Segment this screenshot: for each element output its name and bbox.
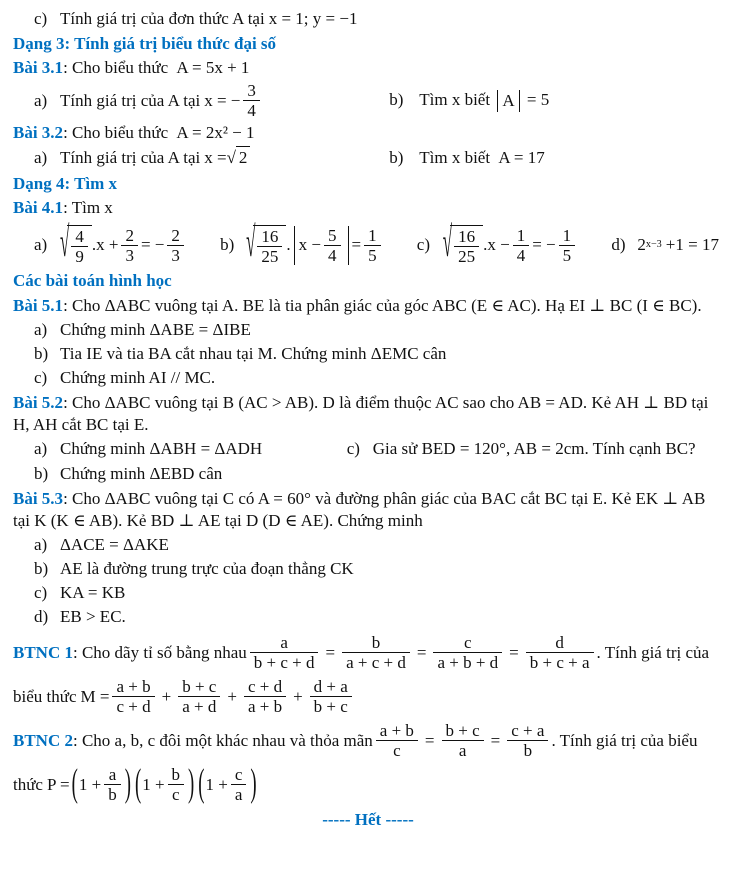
equation-d: d) 2 x−3 +1 = 17 xyxy=(611,234,723,256)
item-text: Chứng minh ΔEBD cân xyxy=(60,463,223,483)
problem-3-2 xyxy=(13,122,723,144)
part-a xyxy=(13,146,389,169)
math-fraction xyxy=(104,765,121,804)
math-fraction xyxy=(231,765,247,804)
problem-4-1-equations xyxy=(13,218,723,266)
math-dot: . xyxy=(286,235,291,255)
part-c xyxy=(347,438,696,460)
fraction-numerator: d + a xyxy=(313,677,348,697)
problem-btnc2-line2 xyxy=(13,761,723,806)
math-sqrt xyxy=(227,146,251,169)
open-paren: ( xyxy=(198,761,205,806)
item-text: ΔACE = ΔAKE xyxy=(60,534,169,554)
equals-sign: = xyxy=(490,730,501,750)
problem-number: Bài 4.1 xyxy=(13,197,64,217)
math-mid: .x − xyxy=(483,235,510,255)
problem-number: Bài 5.3 xyxy=(13,488,64,508)
item-label: c) xyxy=(34,368,48,388)
problem-3-1 xyxy=(13,57,723,79)
item-label: b) xyxy=(389,90,404,110)
math-rest: = 5 xyxy=(526,90,550,110)
math-eq: = − xyxy=(140,235,165,255)
factor-pre: 1 + xyxy=(205,774,228,794)
fraction-denominator: c xyxy=(376,740,418,760)
math-fraction xyxy=(250,633,319,672)
equation-b xyxy=(220,218,384,266)
fraction-denominator: b + c xyxy=(310,696,352,716)
fraction-numerator: c + d xyxy=(247,677,283,697)
fraction-numerator: b + c xyxy=(445,721,480,741)
problem-5-2-b xyxy=(13,463,723,485)
fraction-denominator: 5 xyxy=(364,245,381,265)
math-fraction xyxy=(178,677,220,716)
part-a xyxy=(13,438,347,460)
problem-number: BTNC 1 xyxy=(13,642,73,662)
fraction-denominator: 4 xyxy=(243,100,260,120)
math-fraction xyxy=(454,227,479,266)
math-rest: +1 = 17 xyxy=(665,235,719,255)
problem-5-3-b xyxy=(13,558,723,580)
item-label: c) xyxy=(346,439,360,459)
math-fraction xyxy=(121,226,138,265)
fraction-denominator: 9 xyxy=(71,246,88,266)
math-fraction xyxy=(168,765,185,804)
equals-sign: = xyxy=(424,730,435,750)
problem-number: Bài 5.2 xyxy=(13,393,64,413)
item-text: Tính giá trị của A tại xyxy=(60,90,201,110)
item-text: EB > EC. xyxy=(60,607,126,627)
problem-5-1-b xyxy=(13,343,723,365)
fraction-denominator: 3 xyxy=(121,245,138,265)
open-paren: ( xyxy=(134,761,142,806)
math-mid: .x + xyxy=(91,235,119,255)
math-expression: x = 1; y = −1 xyxy=(268,9,358,28)
close-paren: ) xyxy=(124,761,131,806)
math-expression: A = 2x² − 1 xyxy=(176,123,255,143)
factor-pre: 1 + xyxy=(78,774,102,794)
problem-3-2-parts xyxy=(13,146,723,169)
fraction-denominator: a + d xyxy=(178,696,220,716)
problem-5-1 xyxy=(13,295,723,317)
item-label: c) xyxy=(34,583,48,602)
math-sqrt xyxy=(246,218,286,266)
fraction-numerator: d xyxy=(555,633,564,653)
math-expression: A = 17 xyxy=(498,147,545,167)
fraction-numerator: c + a xyxy=(511,721,545,741)
fraction-denominator: b xyxy=(104,784,121,804)
math-lead: x = − xyxy=(204,90,241,110)
item-label: a) xyxy=(34,319,48,339)
fraction-denominator: b xyxy=(507,740,548,760)
math-fraction xyxy=(71,227,88,266)
document-end-marker: ----- Hết ----- xyxy=(322,810,414,830)
math-fraction xyxy=(324,226,341,265)
problem-number: Bài 5.1 xyxy=(13,295,64,315)
problem-4-1 xyxy=(13,197,723,219)
problem-number: Bài 3.1 xyxy=(13,58,64,78)
item-label: b) xyxy=(34,558,49,578)
problem-5-2 xyxy=(13,392,723,436)
item-text: Chứng minh ΔABE = ΔIBE xyxy=(60,319,251,339)
item-text: Tính giá trị của đơn thức A tại xyxy=(60,9,265,28)
equation-a xyxy=(34,218,187,266)
fraction-numerator: 1 xyxy=(368,225,377,245)
math-fraction xyxy=(244,677,286,716)
math-sqrt xyxy=(60,218,92,266)
fraction-numerator: 2 xyxy=(125,225,134,245)
fraction-denominator: 4 xyxy=(324,245,341,265)
problem-intro: : Cho a, b, c đôi một khác nhau và thỏa mãn xyxy=(72,730,373,750)
item-label: d) xyxy=(34,607,49,627)
fraction-denominator: a xyxy=(231,784,247,804)
math-fraction xyxy=(513,226,530,265)
math-fraction xyxy=(342,633,410,672)
section-heading-dang3: Dạng 3: Tính giá trị biểu thức đại số xyxy=(13,34,277,54)
fraction-denominator: c xyxy=(168,784,185,804)
math-fraction xyxy=(433,633,502,672)
radical-icon: √ xyxy=(442,218,453,266)
math-fraction xyxy=(559,226,576,265)
radical-icon: √ xyxy=(246,218,256,266)
math-fraction xyxy=(243,81,260,120)
math-lead: M = xyxy=(80,686,110,706)
math-fraction xyxy=(112,677,154,716)
problem-btnc1 xyxy=(13,633,723,672)
item-label: b) xyxy=(34,344,49,364)
equation-c xyxy=(416,218,578,266)
fraction-numerator: 4 xyxy=(75,226,84,246)
problem-number: BTNC 2 xyxy=(13,730,73,750)
fraction-denominator: 5 xyxy=(559,245,576,265)
problem-tail: . Tính giá trị của biểu xyxy=(551,730,698,750)
equals-sign: = xyxy=(325,642,336,662)
fraction-denominator: b + c + d xyxy=(250,652,319,672)
problem-5-3 xyxy=(13,488,723,532)
item-label: a) xyxy=(34,534,48,554)
fraction-numerator: 5 xyxy=(328,225,337,245)
item-text: Chứng minh ΔABH = ΔADH xyxy=(60,439,263,459)
math-fraction xyxy=(167,226,184,265)
math-paren-group xyxy=(71,761,132,806)
part-b xyxy=(389,147,544,169)
math-paren-group xyxy=(134,761,195,806)
fraction-denominator: c + d xyxy=(112,696,154,716)
fraction-denominator: a xyxy=(442,740,484,760)
fraction-numerator: 2 xyxy=(171,225,180,245)
item-label: b) xyxy=(220,235,235,255)
problem-5-1-c xyxy=(13,367,723,389)
plus-sign: + xyxy=(227,686,237,706)
fraction-numerator: 1 xyxy=(516,225,526,245)
item-label: a) xyxy=(34,90,48,110)
fraction-denominator: 25 xyxy=(257,246,282,266)
math-paren-group xyxy=(197,761,257,806)
math-fraction xyxy=(526,633,594,672)
fraction-numerator: 16 xyxy=(458,226,476,246)
problem-text: : Cho ΔABC vuông tại C có A = 60° và đường phân giác của BAC cắt BC tại E. Kẻ EK ⊥ AB tại K (K ∈ AB). Kẻ BD ⊥ AE tại D (D ∈ AE). Chứng minh xyxy=(13,488,706,530)
problem-intro: : Cho biểu thức xyxy=(63,58,173,78)
math-fraction xyxy=(310,677,352,716)
fraction-numerator: c xyxy=(464,633,472,653)
fraction-numerator: 16 xyxy=(261,226,279,246)
fraction-denominator: a + b xyxy=(244,696,286,716)
item-text: Tìm x biết xyxy=(419,90,491,110)
item-label: b) xyxy=(389,147,404,167)
math-fraction xyxy=(507,721,548,760)
math-lead: x = xyxy=(204,147,227,167)
fraction-numerator: a xyxy=(280,633,288,653)
fraction-denominator: 4 xyxy=(513,245,530,265)
item-text: Tính giá trị của A tại xyxy=(60,147,201,167)
open-paren: ( xyxy=(71,761,78,806)
problem-btnc1-line2 xyxy=(13,677,723,716)
fraction-denominator: 3 xyxy=(167,245,184,265)
problem-5-2-parts xyxy=(13,438,723,460)
math-expression: A = 5x + 1 xyxy=(176,58,250,78)
section-heading-dang4: Dạng 4: Tìm x xyxy=(13,173,118,193)
item-label: a) xyxy=(34,439,48,459)
fraction-numerator: b + c xyxy=(182,677,217,697)
fraction-denominator: a + c + d xyxy=(342,652,410,672)
math-fraction xyxy=(257,227,282,266)
math-absolute-value xyxy=(497,90,519,112)
problem-tail: . Tính giá trị của xyxy=(596,642,710,662)
problem-3-1-parts xyxy=(13,81,723,120)
radical-icon: √ xyxy=(226,147,236,167)
fraction-numerator: b xyxy=(171,765,181,785)
problem-btnc2 xyxy=(13,721,723,760)
problem-intro: : Tìm x xyxy=(63,197,113,217)
problem-2c xyxy=(13,8,723,30)
line-lead: thức xyxy=(13,774,43,794)
fraction-numerator: a + b xyxy=(379,721,414,741)
fraction-numerator: a + b xyxy=(116,677,151,697)
item-label: b) xyxy=(34,463,49,483)
item-text: Chứng minh AI // MC. xyxy=(60,368,216,388)
math-eq: = xyxy=(351,235,362,255)
part-a xyxy=(13,81,389,120)
item-text: AE là đường trung trực của đoạn thẳng CK xyxy=(60,558,354,578)
math-fraction xyxy=(442,721,484,760)
radical-icon: √ xyxy=(60,218,70,266)
section-heading-hinh-hoc: Các bài toán hình học xyxy=(13,270,172,290)
close-paren: ) xyxy=(250,761,257,806)
math-eq: = − xyxy=(532,235,556,255)
math-fraction xyxy=(376,721,418,760)
item-text: KA = KB xyxy=(60,583,126,602)
math-absolute-value xyxy=(294,226,349,265)
fraction-denominator: 25 xyxy=(454,246,479,266)
item-label: d) xyxy=(611,235,626,255)
item-label: a) xyxy=(34,147,48,167)
math-sqrt xyxy=(442,218,483,266)
math-fraction xyxy=(364,226,381,265)
item-label: a) xyxy=(34,235,48,255)
abs-lead: x − xyxy=(298,235,321,255)
problem-5-3-d xyxy=(13,606,723,628)
problem-intro: : Cho biểu thức xyxy=(63,123,173,143)
plus-sign: + xyxy=(293,686,303,706)
fraction-denominator: a + b + d xyxy=(433,652,502,672)
item-label: c) xyxy=(34,9,48,28)
problem-5-1-a xyxy=(13,319,723,341)
item-text: Tia IE và tia BA cắt nhau tại M. Chứng minh ΔEMC cân xyxy=(60,344,447,364)
problem-5-3-c xyxy=(13,582,723,604)
problem-5-3-a xyxy=(13,534,723,556)
item-label: c) xyxy=(416,235,430,255)
line-lead: biểu thức xyxy=(13,686,77,706)
math-lead: P = xyxy=(46,774,70,794)
item-text: Tìm x biết xyxy=(419,147,491,167)
sqrt-content: 2 xyxy=(236,146,251,169)
plus-sign: + xyxy=(161,686,172,706)
factor-pre: 1 + xyxy=(142,774,165,794)
item-text: Gia sử BED = 120°, AB = 2cm. Tính cạnh BC? xyxy=(372,439,696,459)
problem-text: : Cho ΔABC vuông tại A. BE là tia phân giác của góc ABC (E ∈ AC). Hạ EI ⊥ BC (I ∈ BC). xyxy=(63,295,702,315)
problem-intro: : Cho dãy tỉ số bằng nhau xyxy=(72,642,247,662)
fraction-numerator: c xyxy=(234,765,243,785)
equals-sign: = xyxy=(416,642,427,662)
problem-number: Bài 3.2 xyxy=(13,123,64,143)
abs-content: A xyxy=(502,91,515,111)
problem-text: : Cho ΔABC vuông tại B (AC > AB). D là điểm thuộc AC sao cho AB = AD. Kẻ AH ⊥ BD tại H, AH cắt BC tại E. xyxy=(13,393,709,435)
close-paren: ) xyxy=(188,761,195,806)
equals-sign: = xyxy=(509,642,519,662)
fraction-numerator: b xyxy=(371,633,381,653)
fraction-numerator: 1 xyxy=(562,225,572,245)
fraction-denominator: b + c + a xyxy=(526,652,594,672)
fraction-numerator: a xyxy=(108,765,117,785)
part-b xyxy=(389,89,549,112)
math-base: 2 xyxy=(637,235,646,255)
fraction-numerator: 3 xyxy=(247,81,256,101)
